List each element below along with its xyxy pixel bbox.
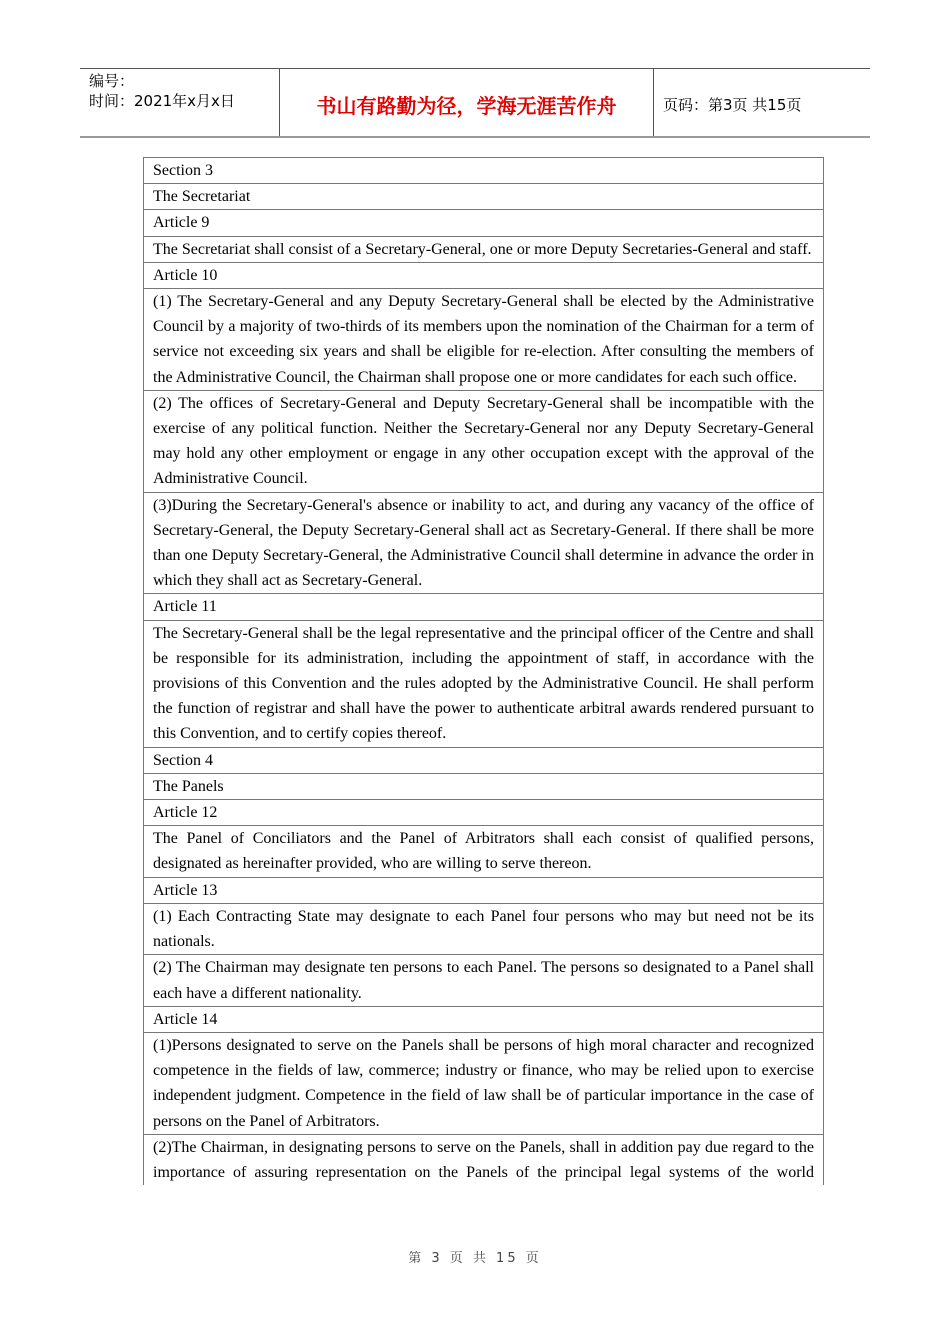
table-row: The Panels [144,774,823,800]
table-row: (2)The Chairman, in designating persons to serve on the Panels, shall in addition pay due regard to the importance of assuring representation on the Panels of the principal legal systems of the world [153,1138,814,1181]
convention-table [143,157,824,1185]
motto: 书山有路勤为径，学海无涯苦作舟 [280,69,654,136]
table-row: (2) The Chairman may designate ten persons to each Panel. The persons so designated to a Panel shall each have a different nationality. [144,955,823,1006]
page-header [80,68,870,138]
table-row: Article 14 [144,1007,823,1033]
number-label: 编号： [89,72,135,90]
table-row: (2) The offices of Secretary-General and Deputy Secretary-General shall be incompatible with the exercise of any political function. Neither the Secretary-General nor any Deputy Secretary-General may hold any other employment or engage in any other occupation except with the approval of the Administrative Council. [144,391,823,493]
table-row: The Secretary-General shall be the legal representative and the principal officer of the Centre and shall be responsible for its administration, including the appointment of staff, in accordance with the provisions of this Convention and the rules adopted by the Administrative Council. He shall perform the function of registrar and shall have the power to authenticate arbitral awards rendered pursuant to this Convention, and to certify copies thereof. [144,621,823,748]
table-row: Section 4 [144,748,823,774]
time-label: 时间：2021年x月x日 [89,92,235,110]
table-row: (3)During the Secretary-General's absence or inability to act, and during any vacancy of the office of Secretary-General, the Deputy Secretary-General shall act as Secretary-General. If there shall be more than one Deputy Secretary-General, the Administrative Council shall determine in advance the order in which they shall act as Secretary-General. [144,493,823,595]
page-footer: 第 3 页 共 15 页 [408,1251,542,1266]
table-row: Section 3 [144,158,823,184]
table-row: Article 12 [144,800,823,826]
table-row: Article 13 [144,878,823,904]
table-row: Article 11 [144,594,823,620]
table-row: The Panel of Conciliators and the Panel of Arbitrators shall each consist of qualified persons, designated as hereinafter provided, who are willing to serve thereon. [144,826,823,877]
table-row: (1) Each Contracting State may designate to each Panel four persons who may but need not be its nationals. [144,904,823,955]
table-row: (1)Persons designated to serve on the Panels shall be persons of high moral character and recognized competence in the fields of law, commerce; industry or finance, who may be relied upon to exercise independent judgment. Competence in the field of law shall be of particular importance in the case of persons on the Panel of Arbitrators. [144,1033,823,1135]
header-meta [80,69,280,136]
table-row: (1) The Secretary-General and any Deputy Secretary-General shall be elected by the Administrative Council by a majority of two-thirds of its members upon the nomination of the Chairman for a term of service not exceeding six years and shall be eligible for re-election. After consulting the members of the Administrative Council, the Chairman shall propose one or more candidates for each such office. [144,289,823,391]
table-row: Article 9 [144,210,823,236]
table-row: The Secretariat [144,184,823,210]
table-row: The Secretariat shall consist of a Secretary-General, one or more Deputy Secretaries-General and staff. [144,237,823,263]
page-info: 页码：第3页 共15页 [663,96,802,114]
table-row: Article 10 [144,263,823,289]
